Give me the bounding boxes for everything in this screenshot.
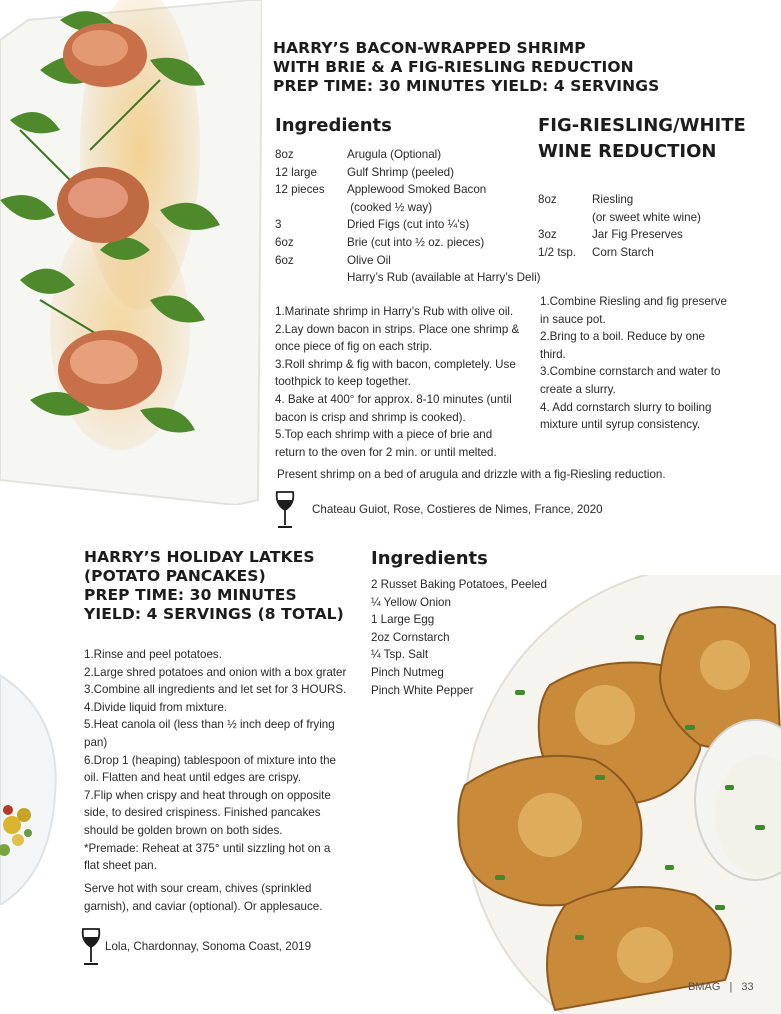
- step-line: 3.Roll shrimp & fig with bacon, completely. Use: [275, 357, 516, 371]
- step-line: 1.Marinate shrimp in Harry’s Rub with olive oil.: [275, 305, 514, 318]
- ingredient-name: Olive Oil: [347, 253, 391, 267]
- step-line: third.: [540, 347, 566, 361]
- ingredient-name: Jar Fig Preserves: [592, 228, 683, 242]
- ingredient-qty: 3: [275, 218, 282, 232]
- salad-photo: [0, 675, 62, 905]
- ingredient-row: [275, 199, 545, 217]
- step-line: 2.Bring to a boil. Reduce by one: [540, 330, 705, 344]
- ingredient-qty: 3oz: [538, 228, 557, 242]
- latkes-yield-line: YIELD: 4 SERVINGS (8 TOTAL): [84, 605, 344, 623]
- step-line: 4. Add cornstarch slurry to boiling: [540, 400, 712, 414]
- step-line: 2.Large shred potatoes and onion with a box grater: [84, 665, 347, 679]
- ingredient-qty: 8oz: [538, 193, 557, 206]
- step-line: mixture until syrup consistency.: [540, 418, 701, 432]
- ingredient-row: [275, 146, 545, 164]
- latkes-prep-line: PREP TIME: 30 MINUTES: [84, 586, 297, 604]
- shrimp-title-line: WITH BRIE & A FIG-RIESLING REDUCTION: [273, 58, 634, 76]
- ingredient-name: Dried Figs (cut into ¼’s): [347, 218, 470, 232]
- latkes-title-line: (POTATO PANCAKES): [84, 567, 266, 585]
- reduction-heading-line: FIG-RIESLING/WHITE: [538, 115, 746, 136]
- step-line: side, to desired crispiness. Finished pancakes: [84, 806, 321, 820]
- ingredient-qty: 12 pieces: [275, 183, 325, 197]
- shrimp-ingredients-list: [275, 146, 545, 287]
- wine-name: Chateau Guiot, Rose, Costieres de Nimes, France, 2020: [312, 503, 603, 517]
- step-line: 4. Bake at 400° for approx. 8-10 minutes (until: [275, 392, 512, 406]
- ingredient-qty: 6oz: [275, 235, 294, 249]
- ingredient-name: Brie (cut into ½ oz. pieces): [347, 235, 485, 249]
- step-line: 1.Combine Riesling and fig preserve: [540, 295, 727, 308]
- ingredient-name: (cooked ½ way): [347, 200, 433, 214]
- ingredient-row: [275, 269, 545, 287]
- step-line: *Premade: Reheat at 375° until sizzling hot on a: [84, 841, 331, 855]
- step-line: 1.Rinse and peel potatoes.: [84, 648, 222, 661]
- ingredient-name: Applewood Smoked Bacon: [347, 183, 487, 197]
- ingredient-name: Corn Starch: [592, 245, 654, 259]
- step-line: bacon is crisp and shrimp is cooked).: [275, 410, 466, 424]
- reduction-heading-line: WINE REDUCTION: [538, 141, 717, 162]
- reduction-steps: [540, 293, 775, 434]
- shrimp-title-line: HARRY’S BACON-WRAPPED SHRIMP: [273, 39, 586, 57]
- ingredient-line: Pinch White Pepper: [371, 683, 474, 697]
- footer-separator: |: [729, 981, 733, 993]
- step-line: 2.Lay down bacon in strips. Place one shrimp &: [275, 322, 520, 336]
- ingredient-line: 2 Russet Baking Potatoes, Peeled: [371, 578, 547, 591]
- ingredient-qty: [538, 209, 592, 227]
- ingredient-qty: 6oz: [275, 253, 294, 267]
- ingredient-line: 1 Large Egg: [371, 613, 435, 627]
- latkes-wine-pairing: [80, 927, 311, 967]
- step-line: oil. Flatten and heat until edges are crispy.: [84, 771, 301, 785]
- ingredient-qty: 8oz: [275, 148, 294, 161]
- ingredient-row: [275, 216, 545, 234]
- shrimp-presentation-note: Present shrimp on a bed of arugula and drizzle with a fig-Riesling reduction.: [277, 468, 666, 481]
- serving-line: Serve hot with sour cream, chives (sprinkled: [84, 882, 312, 895]
- step-line: 3.Combine all ingredients and let set for 3 HOURS.: [84, 683, 347, 697]
- magazine-name: BMAG: [688, 981, 721, 993]
- shrimp-steps: [275, 303, 530, 461]
- step-line: 6.Drop 1 (heaping) tablespoon of mixture into the: [84, 753, 336, 767]
- latkes-steps: [84, 646, 364, 875]
- ingredient-row: [275, 164, 545, 182]
- step-line: 4.Divide liquid from mixture.: [84, 700, 228, 714]
- page-footer: [688, 981, 754, 993]
- ingredient-row: [538, 226, 778, 244]
- shrimp-prep-yield-line: PREP TIME: 30 MINUTES YIELD: 4 SERVINGS: [273, 77, 660, 95]
- ingredient-qty: 12 large: [275, 165, 317, 179]
- ingredient-row: [538, 209, 778, 227]
- shrimp-recipe-title: [273, 39, 773, 96]
- ingredient-row: [538, 244, 778, 262]
- latkes-ingredients-heading: Ingredients: [371, 548, 488, 569]
- step-line: return to the oven for 2 min. or until melted.: [275, 445, 497, 459]
- ingredient-name: Gulf Shrimp (peeled): [347, 165, 454, 179]
- latkes-serving-note: [84, 880, 364, 915]
- latkes-ingredients-list: [371, 576, 591, 699]
- step-line: in sauce pot.: [540, 312, 606, 326]
- wine-glass-icon: [80, 927, 102, 967]
- step-line: toothpick to keep together.: [275, 375, 411, 389]
- shrimp-wine-pairing: [274, 490, 603, 530]
- page-number: 33: [741, 981, 754, 993]
- ingredient-row: [538, 191, 778, 209]
- latkes-title-line: HARRY’S HOLIDAY LATKES: [84, 548, 315, 566]
- reduction-heading: [538, 113, 778, 165]
- step-line: once piece of fig on each strip.: [275, 340, 433, 354]
- shrimp-photo: [0, 0, 262, 505]
- wine-name: Lola, Chardonnay, Sonoma Coast, 2019: [105, 940, 312, 954]
- ingredient-name: Arugula (Optional): [347, 148, 442, 161]
- ingredient-line: 2oz Cornstarch: [371, 630, 450, 644]
- ingredient-line: Pinch Nutmeg: [371, 665, 444, 679]
- ingredient-qty: [275, 269, 347, 287]
- ingredient-row: [275, 181, 545, 199]
- ingredient-name: (or sweet white wine): [592, 210, 701, 224]
- step-line: 7.Flip when crispy and heat through on opposite: [84, 788, 331, 802]
- reduction-ingredients-list: [538, 191, 778, 261]
- ingredient-row: [275, 234, 545, 252]
- shrimp-ingredients-heading: Ingredients: [275, 115, 392, 136]
- ingredient-row: [275, 252, 545, 270]
- step-line: pan): [84, 735, 108, 749]
- step-line: create a slurry.: [540, 382, 616, 396]
- step-line: 5.Top each shrimp with a piece of brie and: [275, 428, 493, 442]
- step-line: flat sheet pan.: [84, 859, 157, 873]
- step-line: 3.Combine cornstarch and water to: [540, 365, 721, 379]
- step-line: should be golden brown on both sides.: [84, 823, 283, 837]
- ingredient-line: ¼ Tsp. Salt: [371, 648, 429, 662]
- step-line: 5.Heat canola oil (less than ½ inch deep of frying: [84, 718, 335, 732]
- ingredient-name: Harry’s Rub (available at Harry’s Deli): [347, 271, 541, 285]
- ingredient-name: Riesling: [592, 193, 634, 206]
- ingredient-qty: 1/2 tsp.: [538, 245, 577, 259]
- wine-glass-icon: [274, 490, 296, 530]
- ingredient-line: ¼ Yellow Onion: [371, 595, 451, 609]
- latkes-recipe-title: [84, 548, 364, 624]
- serving-line: garnish), and caviar (optional). Or applesauce.: [84, 899, 323, 913]
- ingredient-qty: [275, 199, 347, 217]
